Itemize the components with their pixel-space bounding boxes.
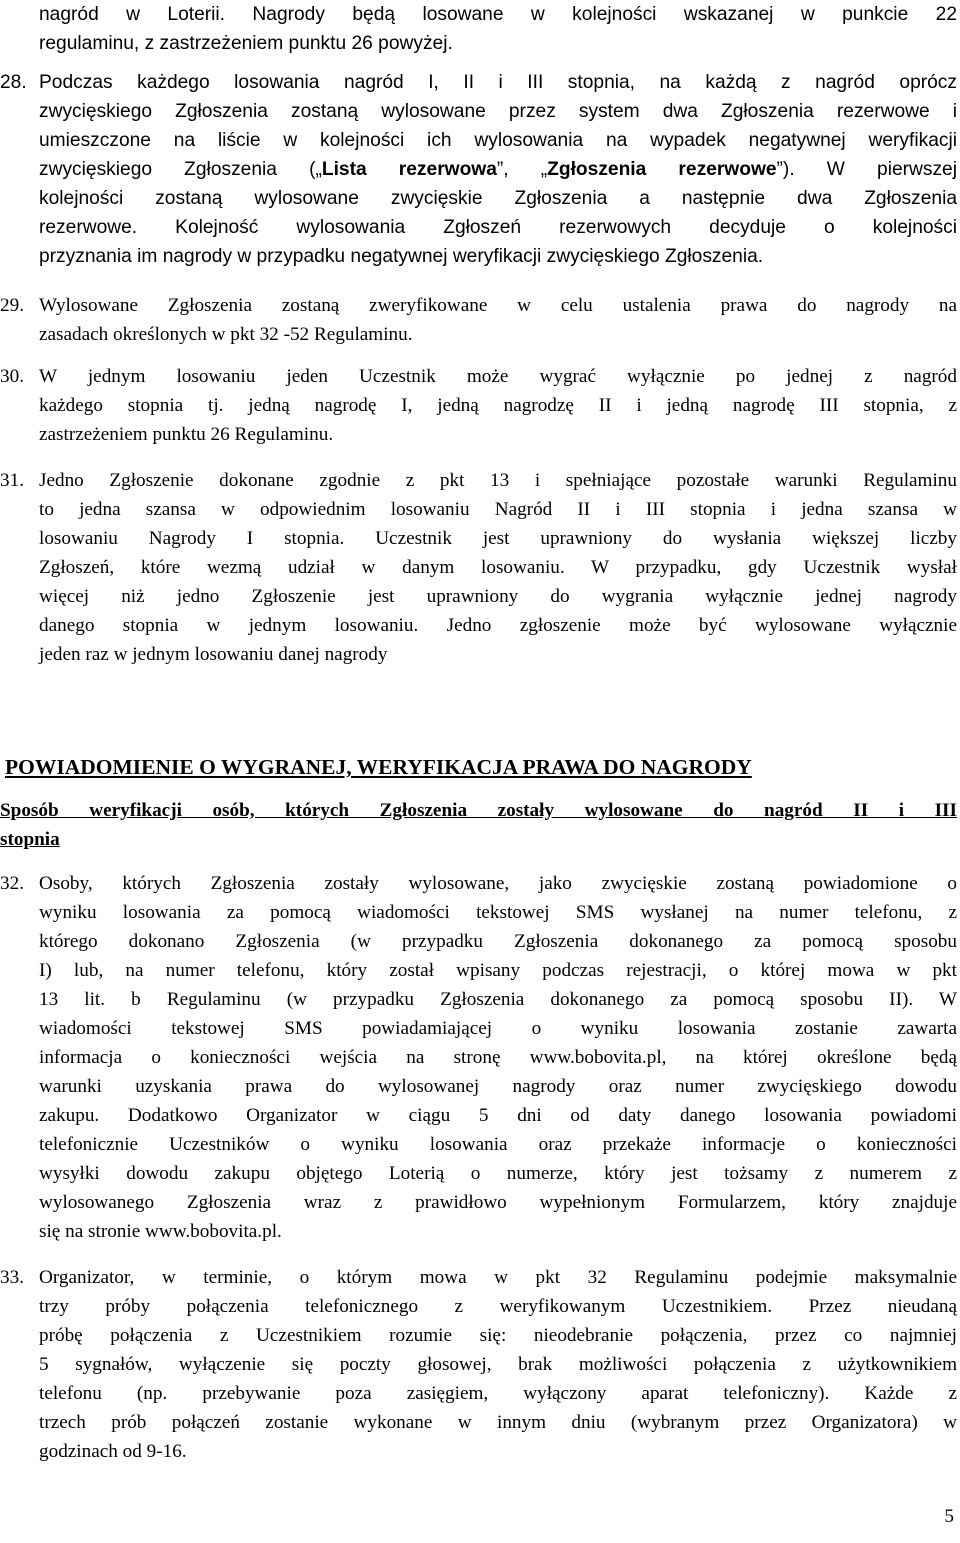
- point-33-number: 33.: [0, 1267, 24, 1288]
- point-31-number: 31.: [0, 470, 24, 491]
- point-33-line: 5 sygnałów, wyłączenie się poczty głosowej, brak możliwości połączenia z użytkownikiem: [39, 1354, 957, 1375]
- point-32-number: 32.: [0, 873, 24, 894]
- point-28-paragraph: [39, 68, 957, 271]
- intro-line-2: regulaminu, z zastrzeżeniem punktu 26 powyżej.: [39, 33, 453, 54]
- point-31-line: losowaniu Nagrody I stopnia. Uczestnik jest uprawniony do wysłania większej liczby: [39, 528, 957, 549]
- point-30-paragraph: [39, 362, 957, 449]
- point-28-line-with-bold: [39, 155, 957, 184]
- point-32-line: Osoby, których Zgłoszenia zostały wylosowane, jako zwycięskie zostaną powiadomione o: [39, 873, 957, 894]
- point-28-number: 28.: [0, 72, 27, 93]
- point-31-line: jeden raz w jednym losowaniu danej nagrody: [39, 644, 388, 665]
- point-32-line: informacja o konieczności wejścia na stronę www.bobovita.pl, na której określone będą: [39, 1047, 957, 1068]
- point-29-line: zasadach określonych w pkt 32 -52 Regulaminu.: [39, 324, 413, 345]
- point-28-line: umieszczone na liście w kolejności ich wylosowania na wypadek negatywnej weryfikacji: [39, 130, 957, 151]
- point-32-line: zakupu. Dodatkowo Organizator w ciągu 5 dni od daty danego losowania powiadomi: [39, 1105, 957, 1126]
- point-31-line: danego stopnia w jednym losowaniu. Jedno zgłoszenie może być wylosowane wyłącznie: [39, 615, 957, 636]
- point-32-line: wiadomości tekstowej SMS powiadamiającej o wyniku losowania zostanie zawarta: [39, 1018, 957, 1039]
- page-number: 5: [944, 1506, 954, 1527]
- point-32-line: telefonicznie Uczestników o wyniku losowania oraz przekaże informacje o konieczności: [39, 1134, 957, 1155]
- point-29-paragraph: [39, 291, 957, 349]
- point-32-line: 13 lit. b Regulaminu (w przypadku Zgłoszenia dokonanego za pomocą sposobu II). W: [39, 989, 957, 1010]
- point-28-line: zwycięskiego Zgłoszenia zostaną wylosowane przez system dwa Zgłoszenia rezerwowe i: [39, 101, 957, 122]
- point-28-text: ”). W pierwszej: [776, 159, 957, 180]
- point-29-line: Wylosowane Zgłoszenia zostaną zweryfikowane w celu ustalenia prawa do nagrody na: [39, 295, 957, 316]
- point-28-text: ”, „: [496, 159, 548, 180]
- point-28-text: zwycięskiego Zgłoszenia („: [39, 159, 322, 180]
- point-32-line: wysyłki dowodu zakupu objętego Loterią o numerze, który jest tożsamy z numerem z: [39, 1163, 957, 1184]
- point-30-line: zastrzeżeniem punktu 26 Regulaminu.: [39, 424, 334, 445]
- point-31-line: więcej niż jedno Zgłoszenie jest uprawniony do wygrania wyłącznie jednej nagrody: [39, 586, 957, 607]
- point-31-line: Zgłoszeń, które wezmą udział w danym losowaniu. W przypadku, gdy Uczestnik wysłał: [39, 557, 957, 578]
- point-32-line: wyniku losowania za pomocą wiadomości tekstowej SMS wysłanej na numer telefonu, z: [39, 902, 957, 923]
- point-32-line: którego dokonano Zgłoszenia (w przypadku Zgłoszenia dokonanego za pomocą sposobu: [39, 931, 957, 952]
- point-28-line: rezerwowe. Kolejność wylosowania Zgłoszeń rezerwowych decyduje o kolejności: [39, 217, 957, 238]
- intro-paragraph: [39, 0, 957, 58]
- point-33-line: trzy próby połączenia telefonicznego z weryfikowanym Uczestnikiem. Przez nieudaną: [39, 1296, 957, 1317]
- point-28-line: przyznania im nagrody w przypadku negatywnej weryfikacji zwycięskiego Zgłoszenia.: [39, 246, 764, 267]
- point-31-line: to jedna szansa w odpowiednim losowaniu Nagród II i III stopnia i jedna szansa w: [39, 499, 957, 520]
- zgloszenia-rezerwowe-term: Zgłoszenia rezerwowe: [547, 159, 777, 180]
- point-28-line: kolejności zostaną wylosowane zwycięskie Zgłoszenia a następnie dwa Zgłoszenia: [39, 188, 957, 209]
- point-33-line: trzech prób połączeń zostanie wykonane w innym dniu (wybranym przez Organizatora) w: [39, 1412, 957, 1433]
- subheading-line: Sposób weryfikacji osób, których Zgłoszenia zostały wylosowane do nagród II i III: [0, 800, 957, 821]
- point-33-line: Organizator, w terminie, o którym mowa w pkt 32 Regulaminu podejmie maksymalnie: [39, 1267, 957, 1288]
- point-33-line: próbę połączenia z Uczestnikiem rozumie się: nieodebranie połączenia, przez co najmniej: [39, 1325, 957, 1346]
- point-30-line: W jednym losowaniu jeden Uczestnik może wygrać wyłącznie po jednej z nagród: [39, 366, 957, 387]
- point-31-paragraph: [39, 466, 957, 669]
- point-30-line: każdego stopnia tj. jedną nagrodę I, jedną nagrodzę II i jedną nagrodę III stopnia, z: [39, 395, 957, 416]
- point-31-line: Jedno Zgłoszenie dokonane zgodnie z pkt 13 i spełniające pozostałe warunki Regulaminu: [39, 470, 957, 491]
- point-33-line: telefonu (np. przebywanie poza zasięgiem, wyłączony aparat telefoniczny). Każde z: [39, 1383, 957, 1404]
- point-32-line: się na stronie www.bobovita.pl.: [39, 1221, 282, 1242]
- lista-rezerwowa-term: Lista rezerwowa: [321, 159, 497, 180]
- section-subheading: [0, 796, 957, 854]
- subheading-line: stopnia: [0, 829, 60, 850]
- section-heading: POWIADOMIENIE O WYGRANEJ, WERYFIKACJA PRAWA DO NAGRODY: [5, 755, 752, 779]
- intro-line-1: nagród w Loterii. Nagrody będą losowane w kolejności wskazanej w punkcie 22: [39, 4, 957, 25]
- point-32-line: wylosowanego Zgłoszenia wraz z prawidłowo wypełnionym Formularzem, który znajduje: [39, 1192, 957, 1213]
- point-32-line: I) lub, na numer telefonu, który został wpisany podczas rejestracji, o której mowa w pkt: [39, 960, 957, 981]
- point-32-paragraph: [39, 869, 957, 1246]
- point-32-line: warunki uzyskania prawa do wylosowanej nagrody oraz numer zwycięskiego dowodu: [39, 1076, 957, 1097]
- point-33-line: godzinach od 9-16.: [39, 1441, 187, 1462]
- point-33-paragraph: [39, 1263, 957, 1466]
- point-29-number: 29.: [0, 295, 24, 316]
- point-30-number: 30.: [0, 366, 24, 387]
- point-28-line: Podczas każdego losowania nagród I, II i III stopnia, na każdą z nagród oprócz: [39, 72, 957, 93]
